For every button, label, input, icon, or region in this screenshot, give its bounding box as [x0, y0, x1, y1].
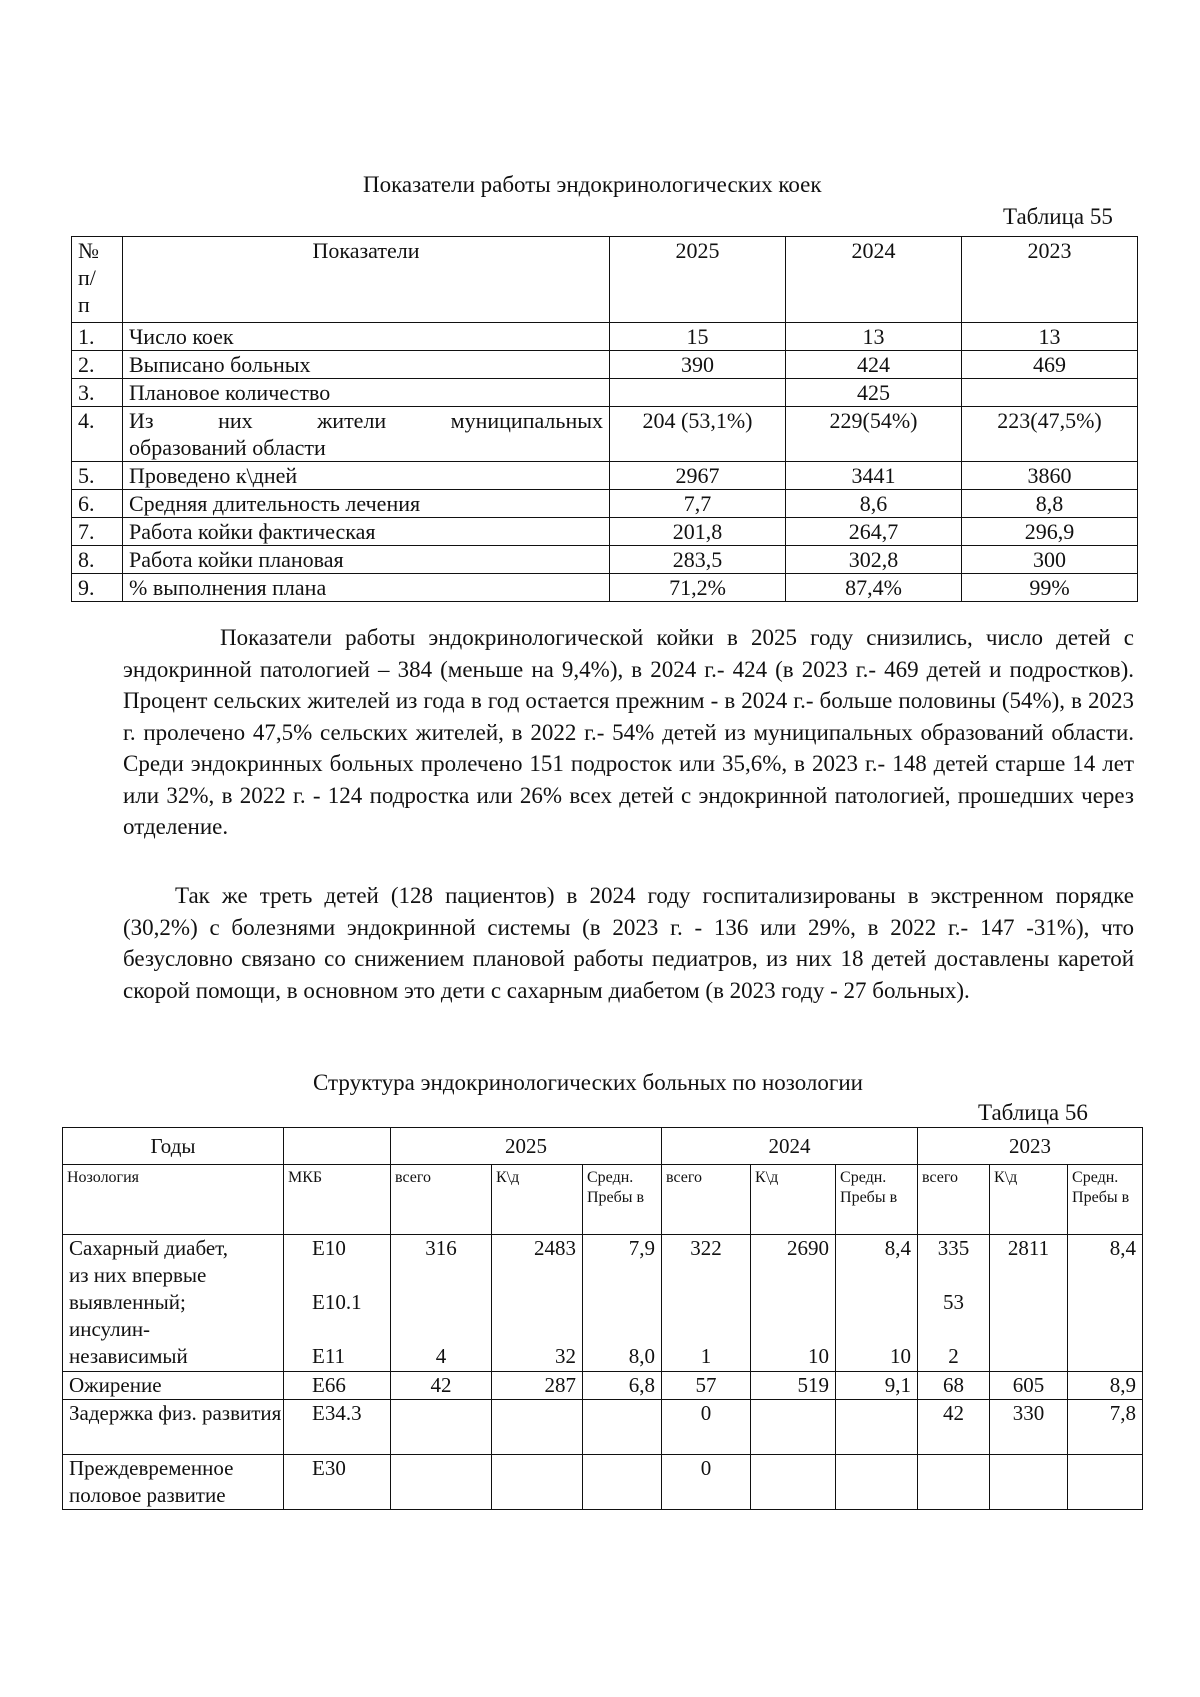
table55-header-year: 2024	[786, 237, 962, 323]
table55-header-year: 2023	[962, 237, 1138, 323]
years-label: Годы	[63, 1128, 284, 1165]
row-value: 424	[786, 351, 962, 379]
mkb-code: E10.1	[312, 1290, 362, 1314]
row-name-line1: Из них жители муниципальных	[129, 408, 603, 433]
value-cell: 0	[662, 1400, 751, 1455]
year-header: 2024	[662, 1128, 918, 1165]
value: 322	[690, 1236, 722, 1260]
value-cell	[990, 1455, 1068, 1510]
row-value: 8,6	[786, 490, 962, 518]
sub-kd: К\д	[990, 1165, 1068, 1235]
row-value: 223(47,5%)	[962, 407, 1138, 462]
paragraph-1	[123, 622, 1134, 843]
table56-subheader-row	[63, 1165, 1143, 1235]
value-cell: 57	[662, 1372, 751, 1400]
row-value	[962, 379, 1138, 407]
value-cell: 42	[918, 1400, 990, 1455]
value-cell	[583, 1235, 662, 1372]
table56	[62, 1127, 1143, 1510]
paragraph-2-text: Так же треть детей (128 пациентов) в 2024 году госпитализированы в экстренном порядке (30,2%) с болезнями эндокринной системы (в 2023 г. - 136 или 29%, в 2022 г.- 147 -31%), что безусловно связано со снижением плановой работы педиатров, из них 18 детей доставлены каретой скорой помощи, в основном это дети с сахарным диабетом (в 2023 году - 27 больных).	[123, 883, 1134, 1003]
value: 53	[943, 1290, 965, 1314]
row-value: 13	[786, 323, 962, 351]
nosology-cell: Задержка физ. развития	[63, 1400, 284, 1455]
row-value: 7,7	[610, 490, 786, 518]
row-num: 6.	[72, 490, 123, 518]
row-num: 2.	[72, 351, 123, 379]
mkb-cell	[284, 1235, 391, 1372]
value-cell	[751, 1235, 836, 1372]
nosology-cell: Ожирение	[63, 1372, 284, 1400]
row-value: 469	[962, 351, 1138, 379]
header-num-line: №	[78, 238, 99, 263]
nosology-cell	[63, 1235, 284, 1372]
sub-avg: Средн. Пребы в	[1068, 1165, 1143, 1235]
row-value: 15	[610, 323, 786, 351]
row-value: 3860	[962, 462, 1138, 490]
nosology-line: Сахарный диабет,	[69, 1236, 229, 1260]
value: 8,0	[628, 1344, 656, 1368]
row-value: 229(54%)	[786, 407, 962, 462]
value-cell	[918, 1235, 990, 1372]
value-cell	[836, 1235, 918, 1372]
row-num: 5.	[72, 462, 123, 490]
value: 2	[948, 1344, 959, 1368]
value: 316	[425, 1236, 457, 1260]
row-value: 3441	[786, 462, 962, 490]
sub-kd: К\д	[492, 1165, 583, 1235]
value-cell	[583, 1400, 662, 1455]
value: 335	[937, 1236, 970, 1260]
row-num: 1.	[72, 323, 123, 351]
sub-kd: К\д	[751, 1165, 836, 1235]
value: 10	[890, 1344, 912, 1368]
row-value: 296,9	[962, 518, 1138, 546]
value-cell	[751, 1455, 836, 1510]
row-value: 300	[962, 546, 1138, 574]
row-value	[610, 379, 786, 407]
row-name: Проведено к\дней	[123, 462, 610, 490]
value: 2690	[787, 1236, 830, 1260]
table55-title: Показатели работы эндокринологических коек	[363, 172, 822, 197]
table-row	[72, 490, 1138, 518]
value: 7,9	[628, 1236, 656, 1260]
row-name: Работа койки фактическая	[123, 518, 610, 546]
row-value: 8,8	[962, 490, 1138, 518]
row-value: 204 (53,1%)	[610, 407, 786, 462]
value-cell: 519	[751, 1372, 836, 1400]
value-cell	[391, 1235, 492, 1372]
row-value: 390	[610, 351, 786, 379]
value-cell	[391, 1400, 492, 1455]
mkb-cell: E30	[284, 1455, 391, 1510]
value-cell	[1068, 1235, 1143, 1372]
sub-total: всего	[391, 1165, 492, 1235]
row-value: 2967	[610, 462, 786, 490]
value-cell	[492, 1455, 583, 1510]
table-row	[72, 323, 1138, 351]
row-name	[123, 407, 610, 462]
sub-avg: Средн. Пребы в	[836, 1165, 918, 1235]
nosology-cell: Преждевременное половое развитие	[63, 1455, 284, 1510]
row-name-line2: образований области	[129, 435, 326, 460]
table56-label: Таблица 56	[978, 1100, 1088, 1125]
mkb-header: МКБ	[284, 1165, 391, 1235]
value-cell	[918, 1455, 990, 1510]
row-value: 201,8	[610, 518, 786, 546]
row-value: 99%	[962, 574, 1138, 602]
nosology-line: независимый	[69, 1344, 188, 1368]
value: 2811	[1007, 1236, 1050, 1260]
value: 1	[700, 1344, 712, 1368]
row-value: 264,7	[786, 518, 962, 546]
value-cell: 9,1	[836, 1372, 918, 1400]
table-row	[72, 379, 1138, 407]
row-num: 7.	[72, 518, 123, 546]
paragraph-2	[123, 880, 1134, 1006]
table-row	[63, 1400, 1143, 1455]
value-cell: 7,8	[1068, 1400, 1143, 1455]
nosology-line: из них впервые	[69, 1263, 207, 1287]
value: 32	[555, 1344, 576, 1368]
table-row	[72, 407, 1138, 462]
table-row	[63, 1372, 1143, 1400]
value-cell: 6,8	[583, 1372, 662, 1400]
value-cell: 287	[492, 1372, 583, 1400]
table55-header-num	[72, 237, 123, 323]
row-name: Плановое количество	[123, 379, 610, 407]
row-name: Работа койки плановая	[123, 546, 610, 574]
row-num: 9.	[72, 574, 123, 602]
value-cell	[1068, 1455, 1143, 1510]
value-cell	[492, 1400, 583, 1455]
year-header: 2023	[918, 1128, 1143, 1165]
value-cell	[751, 1400, 836, 1455]
table55-header-indicator: Показатели	[123, 237, 610, 323]
row-value: 13	[962, 323, 1138, 351]
sub-total: всего	[662, 1165, 751, 1235]
value-cell: 0	[662, 1455, 751, 1510]
row-value: 425	[786, 379, 962, 407]
mkb-code: E11	[312, 1344, 346, 1368]
table55-header-year: 2025	[610, 237, 786, 323]
row-name: Выписано больных	[123, 351, 610, 379]
value-cell: 605	[990, 1372, 1068, 1400]
table56-title: Структура эндокринологических больных по нозологии	[313, 1070, 863, 1095]
table-row	[72, 518, 1138, 546]
mkb-cell: E66	[284, 1372, 391, 1400]
table55	[71, 236, 1138, 602]
row-num: 3.	[72, 379, 123, 407]
nosology-line: инсулин-	[69, 1317, 151, 1341]
value: 4	[435, 1344, 447, 1368]
table-row	[72, 351, 1138, 379]
value-cell	[583, 1455, 662, 1510]
value-cell	[836, 1455, 918, 1510]
year-header: 2025	[391, 1128, 662, 1165]
value-cell	[391, 1455, 492, 1510]
table-row	[63, 1235, 1143, 1372]
nosology-header: Нозология	[63, 1165, 284, 1235]
row-value: 283,5	[610, 546, 786, 574]
row-num: 4.	[72, 407, 123, 462]
value-cell	[990, 1235, 1068, 1372]
table-row	[72, 574, 1138, 602]
value: 10	[808, 1344, 830, 1368]
sub-avg: Средн. Пребы в	[583, 1165, 662, 1235]
value-cell: 330	[990, 1400, 1068, 1455]
value: 2483	[534, 1236, 576, 1260]
value-cell	[492, 1235, 583, 1372]
row-num: 8.	[72, 546, 123, 574]
row-name: % выполнения плана	[123, 574, 610, 602]
table-row	[63, 1455, 1143, 1510]
table55-header-row	[72, 237, 1138, 323]
sub-total: всего	[918, 1165, 990, 1235]
row-value: 71,2%	[610, 574, 786, 602]
nosology-line: выявленный;	[69, 1290, 186, 1314]
value-cell	[662, 1235, 751, 1372]
row-value: 87,4%	[786, 574, 962, 602]
value-cell	[836, 1400, 918, 1455]
table-row	[72, 546, 1138, 574]
empty-cell	[284, 1128, 391, 1165]
value-cell: 68	[918, 1372, 990, 1400]
table-row	[72, 462, 1138, 490]
table56-years-row	[63, 1128, 1143, 1165]
paragraph-1-text: Показатели работы эндокринологической койки в 2025 году снизились, число детей с эндокринной патологией – 384 (меньше на 9,4%), в 2024 г.- 424 (в 2023 г.- 469 детей и подростков). Процент сельских жителей из года в год остается прежним - в 2024 г.- больше половины (54%), в 2023 г. пролечено 47,5% сельских жителей, в 2022 г.- 54% детей из муниципальных образований области. Среди эндокринных больных пролечено 151 подросток или 35,6%, в 2023 г.- 148 детей старше 14 лет или 32%, в 2022 г. - 124 подростка или 26% всех детей с эндокринной патологией, прошедших через отделение.	[123, 625, 1134, 839]
row-name: Средняя длительность лечения	[123, 490, 610, 518]
table55-label: Таблица 55	[1003, 204, 1113, 229]
header-num-line: п/	[78, 265, 96, 290]
row-name: Число коек	[123, 323, 610, 351]
mkb-code: E10	[312, 1236, 346, 1260]
value-cell: 42	[391, 1372, 492, 1400]
header-num-line: п	[78, 292, 90, 317]
value-cell: 8,9	[1068, 1372, 1143, 1400]
value: 8,4	[1109, 1236, 1137, 1260]
row-value: 302,8	[786, 546, 962, 574]
value: 8,4	[884, 1236, 912, 1260]
mkb-cell: E34.3	[284, 1400, 391, 1455]
